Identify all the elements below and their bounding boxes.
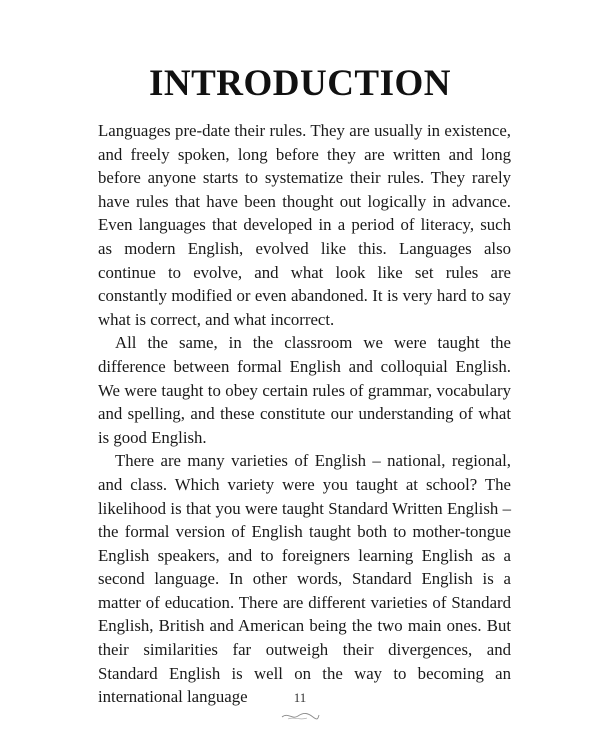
paragraph-2: All the same, in the classroom we were taught the difference between formal English and colloquial English. We were taught to obey certain rules of grammar, vocabulary and spelling, and these constitute our understanding of what is good English. (98, 333, 511, 447)
body-text (98, 119, 511, 709)
chapter-title: INTRODUCTION (148, 63, 452, 104)
page-number: 11 (293, 690, 307, 705)
flourish-ornament-icon (280, 710, 320, 722)
paragraph-3: There are many varieties of English – national, regional, and class. Which variety were you taught at school? The likelihood is that you were taught Standard Written English – the formal version of English taught both to mother-tongue English speakers, and to foreigners learning English as a second language. In other words, Standard English is a matter of education. There are different varieties of Standard English, British and American being the two main ones. But their similarities far outweigh their divergences, and Standard English is well on the way to becoming an international language (98, 451, 511, 707)
paragraph-1: Languages pre-date their rules. They are usually in existence, and freely spoken, long before they are written and long before anyone starts to systematize their rules. They rarely have rules that have been thought out logically in advance. Even languages that developed in a period of literacy, such as modern English, evolved like this. Languages also continue to evolve, and what look like set rules are constantly modified or even abandoned. It is very hard to say what is correct, and what incorrect. (98, 121, 511, 329)
